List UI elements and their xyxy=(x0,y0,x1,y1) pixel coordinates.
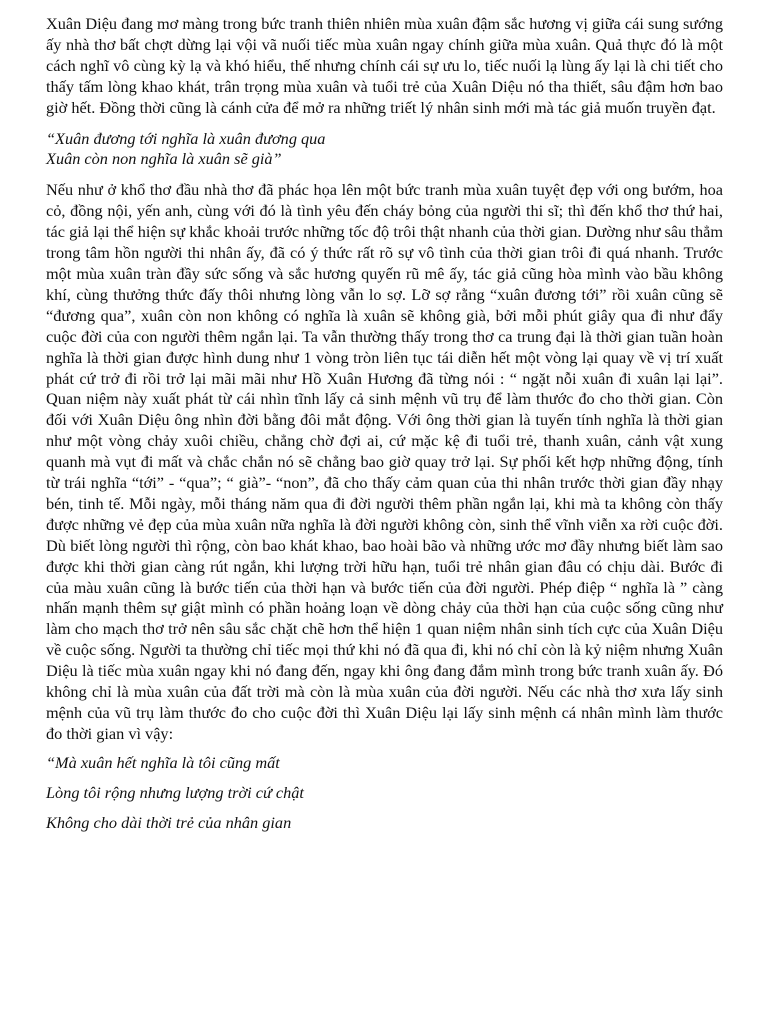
poem-line: “Mà xuân hết nghĩa là tôi cũng mất xyxy=(46,752,280,772)
poem-line: Không cho dài thời trẻ của nhân gian xyxy=(46,812,292,832)
paragraph-analysis: Nếu như ở khổ thơ đầu nhà thơ đã phác họa lên một bức tranh mùa xuân tuyệt đẹp với ong bướm, hoa cỏ, đồng nội, yến anh, cùng với đó là tình yêu đến cháy bỏng của người thi sĩ; thì đến khổ thơ thứ hai, tác giả lại thể hiện sự khắc khoải trước những tốc độ trôi thật nhanh của thời gian. Dường như sâu thẳm trong tâm hồn người thi nhân ấy, đã có ý thức rất rõ sự vô tình của thời gian trôi đi quá nhanh. Trước một mùa xuân tràn đầy sức sống và sắc hương quyến rũ mê ấy, tác giả cũng hòa mình vào bầu không khí, cùng thưởng thức đấy thôi nhưng lòng vẫn lo sợ. Lỡ sợ rằng “xuân đương tới” rồi xuân cũng sẽ “đương qua”, xuân còn non không có nghĩa là xuân sẽ không già, bởi mỗi phút giây qua đi như đẩy cuộc đời của con người thêm ngắn lại. Ta vẫn thường thấy trong thơ ca trung đại là thời gian tuần hoàn nghĩa là thời gian được hình dung như 1 vòng tròn liên tục tái diễn hết một vòng lại quay về vị trí xuất phát cứ trở đi rồi trở lại mãi mãi như Hồ Xuân Hương đã từng nói : “ ngặt nỗi xuân đi xuân lại lại”. Quan niệm này xuất phát từ cái nhìn tĩnh lấy cả sinh mệnh vũ trụ để làm thước đo cho thời gian. Còn đối với Xuân Diệu ông nhìn đời bằng đôi mắt động. Với ông thời gian là tuyến tính nghĩa là thời gian như một vòng chảy xuôi chiều, chẳng chờ đợi ai, cứ mặc kệ đi tuổi trẻ, thanh xuân, cảnh vật xung quanh mà vụt đi mất và chắc chắn nó sẽ chẳng bao giờ quay trở lại. Sự phối kết hợp những động, tính từ trái nghĩa “tới” - “qua”; “ già”- “non”, đã cho thấy cảm quan của thi nhân trước thời gian đầy nhạy bén, tinh tế. Mỗi ngày, mỗi tháng năm qua đi đời người thêm phần ngắn lại, khi mà ta không còn thấy được những vẻ đẹp của mùa xuân nữa nghĩa là đời người không còn, sinh thể vĩnh viễn xa rời cuộc đời. Dù biết lòng người thì rộng, còn bao khát khao, bao hoài bão và những ước mơ đầy nhưng biết làm sao được khi thời gian càng rút ngắn, khi lượng trời hữu hạn, tuổi trẻ nhân gian đâu có chịu dài. Bước đi của màu xuân cũng là bước tiến của thời hạn và bước tiến của đời người. Phép điệp “ nghĩa là ” càng nhấn mạnh thêm sự giật mình có phần hoảng loạn về dòng chảy của thời hạn của cuộc sống cũng như làm cho mạch thơ trở nên sâu sắc chặt chẽ hơn thể hiện 1 quan niệm nhân sinh tích cực của Xuân Diệu về cuộc sống. Người ta thường chỉ tiếc mọi thứ khi nó đã qua đi, khi nó chỉ còn là kỷ niệm nhưng Xuân Diệu là tiếc mùa xuân ngay khi nó đang đến, ngay khi ông đang đắm mình trong bức tranh xuân ấy. Đó không chỉ là mùa xuân của đất trời mà còn là mùa xuân của đời người. Nếu các nhà thơ xưa lấy sinh mệnh của vũ trụ làm thước đo cho cuộc đời thì Xuân Diệu lại lấy sinh mệnh cá nhân mình làm thước đo thời gian vì vậy: xyxy=(46,180,723,743)
poem-quote-2 xyxy=(46,753,723,834)
poem-line: Xuân còn non nghĩa là xuân sẽ già” xyxy=(46,149,282,169)
paragraph-intro: Xuân Diệu đang mơ màng trong bức tranh thiên nhiên mùa xuân đậm sắc hương vị giữa cái sung sướng ấy nhà thơ bất chợt dừng lại vội vã nuối tiếc mùa xuân ngay chính giữa mùa xuân. Quả thực đó là một cách nghĩ vô cùng kỳ lạ và khó hiểu, thế nhưng chính cái sự ưu lo, tiếc nuối lạ lùng ấy lại là chi tiết cho thấy tấm lòng khao khát, trân trọng mùa xuân và tuổi trẻ của Xuân Diệu nó tha thiết, sâu đậm hơn bao giờ hết. Đồng thời cũng là cánh cửa để mở ra những triết lý nhân sinh mới mà tác giả muốn truyền đạt. xyxy=(46,14,723,117)
poem-line: Lòng tôi rộng nhưng lượng trời cứ chật xyxy=(46,782,304,802)
poem-line: “Xuân đương tới nghĩa là xuân đương qua xyxy=(46,128,326,148)
poem-quote-1 xyxy=(46,129,723,171)
